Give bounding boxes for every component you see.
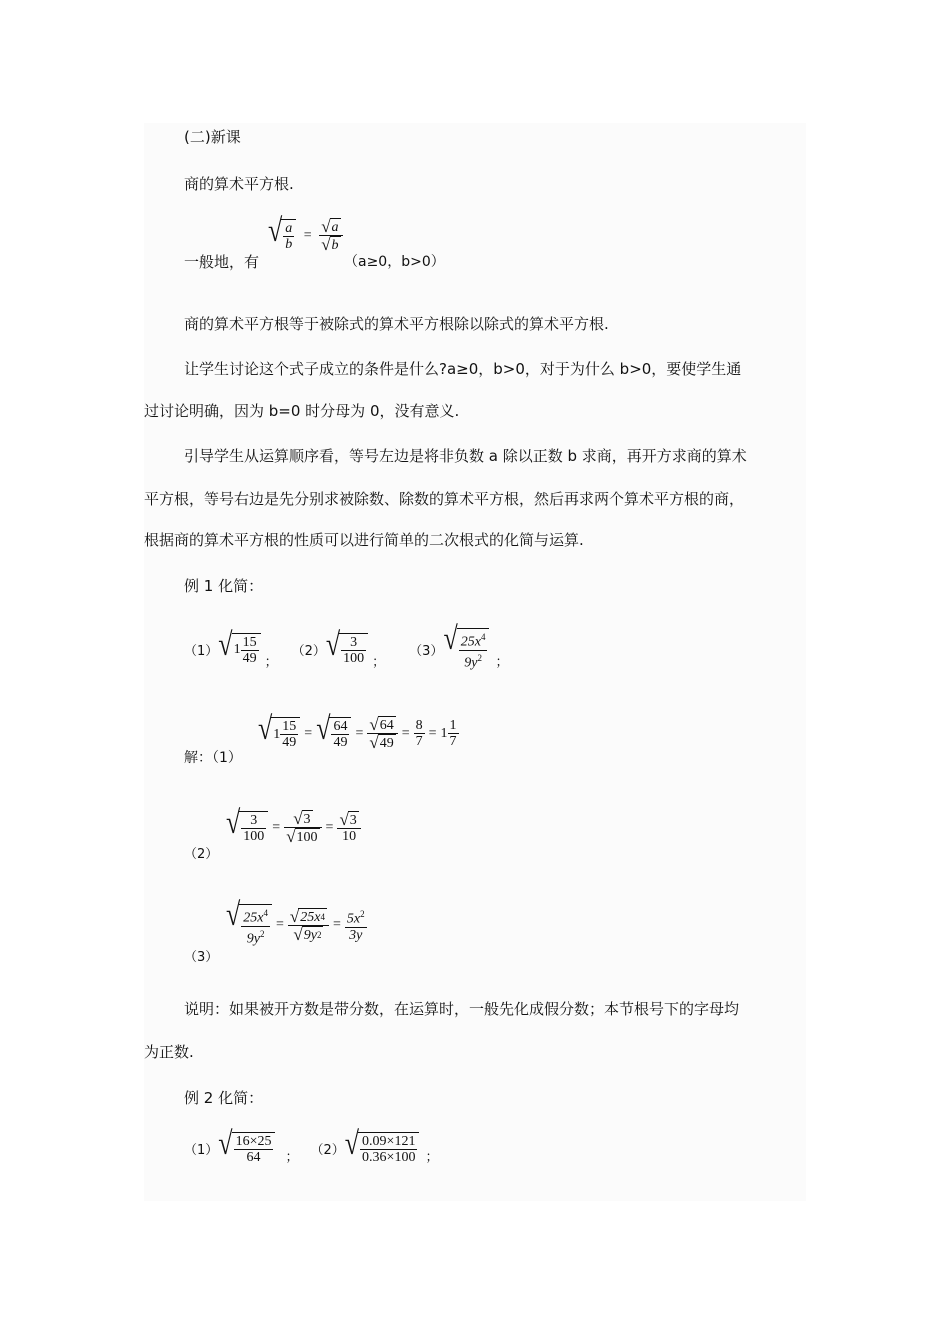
section-title: (二)新课	[184, 128, 241, 146]
solution-2: √ $\frac{3}{100}$ = √ 3 √ 100 = √ 3 10	[226, 810, 361, 845]
paragraph-3-line-3: 根据商的算术平方根的性质可以进行简单的二次根式的化简与运算.	[144, 531, 584, 549]
solution-1: √ 1 $\frac{15}{49}$ = √ $\frac{64}{49}$ = √ 64 √ 49 = $\frac{8}{7}$ = 1 $\frac{1}{7}$	[258, 710, 457, 752]
paragraph-2-line-1: 让学生讨论这个式子成立的条件是什么?a≥0，b>0，对于为什么 b>0，要使学生通	[184, 360, 742, 378]
example-1-title: 例 1 化简：	[184, 577, 264, 595]
solution-3-label: （3）	[184, 950, 219, 965]
paragraph-1: 商的算术平方根等于被除式的算术平方根除以除式的算术平方根.	[184, 315, 609, 333]
paragraph-3-line-1: 引导学生从运算顺序看，等号左边是将非负数 a 除以正数 b 求商，再开方求商的算术	[184, 447, 747, 465]
quotient-sqrt-formula: √ $\frac{a}{b}$ = √ a √ b	[268, 218, 343, 253]
example-2-problems: （1） √ $\frac{16\times 25}{64}$ ； （2） √ $\frac{0.09\times 121}{0.36\times 100}$ ；	[184, 1125, 439, 1165]
paragraph-3-line-2: 平方根，等号右边是先分别求被除数、除数的算术平方根，然后再求两个算术平方根的商，	[144, 490, 745, 508]
example-2-title: 例 2 化简：	[184, 1089, 264, 1107]
formula-intro: 一般地，有	[184, 253, 260, 271]
example-1-problems: （1） √ 1 $\frac{15}{49}$ ； （2） √ $\frac{3}{100}$ ； （3） √ $\frac{25x^4}{9y^2}$ ；	[184, 620, 509, 671]
solution-label: 解：（1）	[184, 750, 242, 766]
note-line-1: 说明：如果被开方数是带分数，在运算时，一般先化成假分数；本节根号下的字母均	[184, 1000, 740, 1018]
formula-condition: （a≥0，b>0）	[344, 254, 445, 270]
paragraph-2-line-2: 过讨论明确，因为 b=0 时分母为 0，没有意义.	[144, 402, 460, 420]
solution-2-label: （2）	[184, 847, 219, 862]
note-line-2: 为正数.	[144, 1043, 194, 1061]
topic-heading: 商的算术平方根.	[184, 175, 294, 193]
solution-3: √ $\frac{25x^4}{9y^2}$ = √ 25x 4 √ 9y 2 = $\frac{5x^2}{3y}$	[226, 896, 365, 947]
